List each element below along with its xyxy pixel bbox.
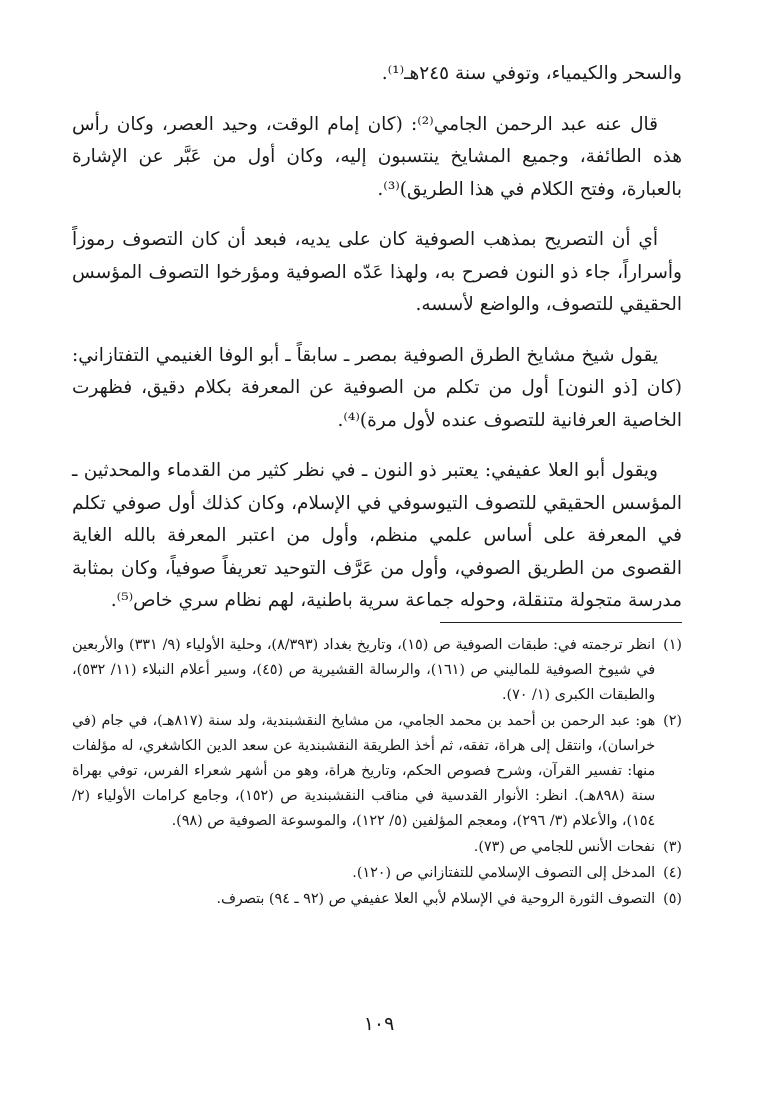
footnote-number: (٢) bbox=[663, 713, 682, 729]
footnote-text: هو: عبد الرحمن بن أحمد بن محمد الجامي، من مشايخ النقشبندية، ولد سنة (٨١٧هـ)، في جام (في خراسان)، وانتقل إلى هراة، تفقه، ثم أخذ الطريقة النقشبندية عن سعد الدين الكاشغري، له مؤلفات منها: تفسير القرآن، وشرح فصوص الحكم، وتاريخ هراة، وهو من أشهر شعراء الفرس، توفي بهراة سنة (٨٩٨هـ). انظر: الأنوار القدسية في مناقب النقشبندية ص (١٥٢)، وجامع كرامات الأولياء (٢/ ١٥٤)، والأعلام (٣/ ٢٩٦)، ومعجم المؤلفين (٥/ ١٢٢)، والموسوعة الصوفية ص (٩٨). bbox=[72, 713, 656, 829]
paragraph-2: قال عنه عبد الرحمن الجامي⁽²⁾: (كان إمام الوقت، وحيد العصر، وكان رأس هذه الطائفة، وجميع المشايخ ينتسبون إليه، وكان أول من عَبَّر عن الإشارة بالعبارة، وفتح الكلام في هذا الطريق)⁽³⁾. bbox=[72, 113, 682, 200]
footnote-number: (٤) bbox=[663, 865, 682, 881]
paragraph-5: ويقول أبو العلا عفيفي: يعتبر ذو النون ـ في نظر كثير من القدماء والمحدثين ـ المؤسس الحقيقي للتصوف التيوسوفي في الإسلام، وكان كذلك أول صوفي تكلم في المعرفة على أساس علمي منظم، وأول من اعتبر المعرفة بالله الغاية القصوى من الطريق الصوفي، وأول من عَرَّف التوحيد تعريفاً صوفياً، وكان بمثابة مدرسة متجولة متنقلة، وحوله جماعة سرية باطنية، لهم نظام سري خاص⁽⁵⁾. bbox=[72, 460, 682, 611]
footnote-5 bbox=[72, 887, 682, 912]
paragraph-3: أي أن التصريح بمذهب الصوفية كان على يديه، فبعد أن كان التصوف رموزاً وأسراراً، جاء ذو النون فصرح به، ولهذا عَدّه الصوفية ومؤرخوا التصوف المؤسس الحقيقي للتصوف، والواضع لأسسه. bbox=[72, 229, 682, 315]
footnote-text: التصوف الثورة الروحية في الإسلام لأبي العلا عفيفي ص (٩٢ ـ ٩٤) بتصرف. bbox=[216, 891, 656, 907]
footnote-text: انظر ترجمته في: طبقات الصوفية ص (١٥)، وتاريخ بغداد (٨/٣٩٣)، وحلية الأولياء (٩/ ٣٣١) والأربعين في شيوخ الصوفية للماليني ص (١٦١)، والرسالة القشيرية ص (٤٥)، وسير أعلام النبلاء (١١/ ٥٣٢)، والطبقات الكبرى (١/ ٧٠). bbox=[72, 637, 656, 703]
footnote-separator bbox=[440, 622, 682, 623]
footnote-number: (١) bbox=[663, 637, 682, 653]
footnote-4 bbox=[72, 861, 682, 886]
main-text bbox=[72, 58, 682, 636]
paragraph-4: يقول شيخ مشايخ الطرق الصوفية بمصر ـ سابقاً ـ أبو الوفا الغنيمي التفتازاني: (كان [ذو النون] أول من تكلم من الصوفية عن المعرفة بكلام دقيق، فظهرت الخاصية العرفانية للتصوف عنده لأول مرة)⁽⁴⁾. bbox=[72, 344, 682, 431]
paragraph-1: والسحر والكيمياء، وتوفي سنة ٢٤٥هـ⁽¹⁾. bbox=[381, 63, 682, 84]
footnote-text: نفحات الأنس للجامي ص (٧٣). bbox=[473, 839, 656, 855]
footnote-number: (٥) bbox=[663, 891, 682, 907]
footnotes bbox=[72, 633, 682, 913]
footnote-1 bbox=[72, 633, 682, 708]
footnote-2 bbox=[72, 709, 682, 834]
footnote-3 bbox=[72, 835, 682, 860]
footnote-number: (٣) bbox=[663, 839, 682, 855]
page-number: ١٠٩ bbox=[363, 1013, 395, 1035]
footnote-text: المدخل إلى التصوف الإسلامي للتفتازاني ص (١٢٠). bbox=[352, 865, 656, 881]
